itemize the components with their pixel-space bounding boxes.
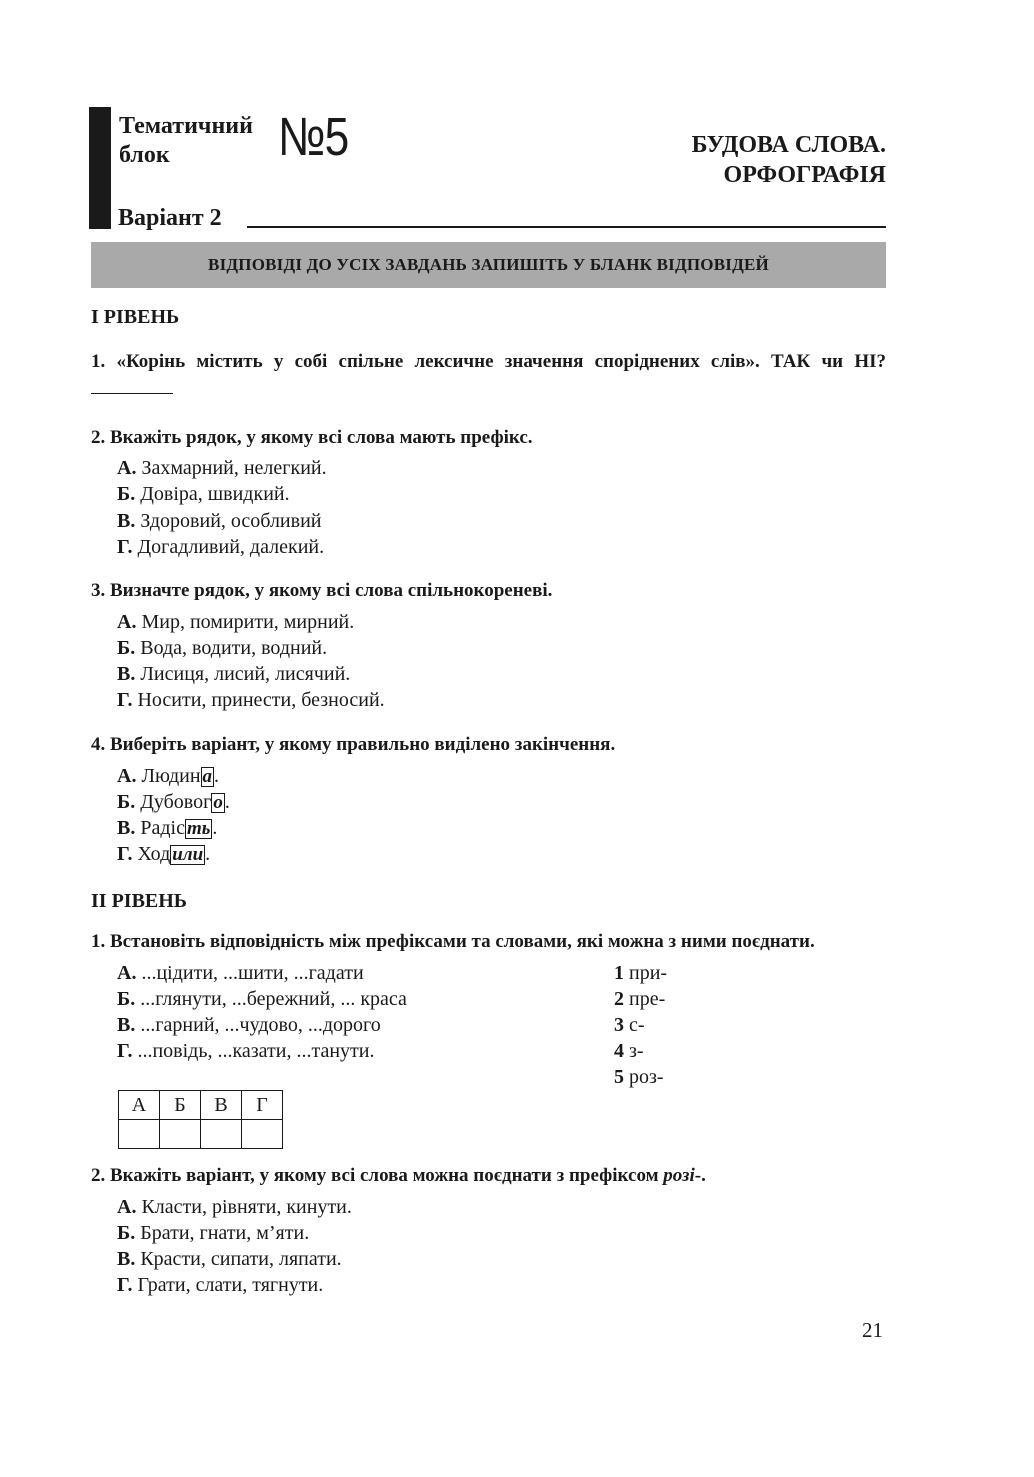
option-1-3-c: В. Лисиця, лисий, лисячий. [117,663,351,685]
grid-header-a: А [119,1091,160,1120]
variant-label: Варіант 2 [118,205,222,231]
block-line2: блок [119,142,170,168]
option-1-3-d: Г. Носити, принести, безносий. [117,689,385,711]
prefix-1: 1 при- [614,962,668,984]
answer-grid [118,1090,283,1149]
question-1-3: 3. Визначте рядок, у якому всі слова спільнокореневі. [91,580,553,601]
ending-box: ть [186,818,211,839]
prefix-italic: розі [663,1165,695,1186]
option-2-2-b: Б. Брати, гнати, м’яти. [117,1222,310,1244]
option-1-2-b: Б. Довіра, швидкий. [117,483,290,505]
section-title [692,130,886,190]
block-line1: Тематичний [119,113,253,139]
question-text: 1. «Корінь містить у собі спільне лексичне значення споріднених слів». ТАК чи НІ? [91,351,886,372]
block-number: №5 [278,107,349,167]
page-number: 21 [862,1318,883,1342]
ending-box: или [172,844,204,865]
option-1-2-c: В. Здоровий, особливий [117,510,322,532]
option-2-1-a: А. ...цідити, ...шити, ...гадати [117,962,364,984]
thematic-block-label [119,112,253,170]
grid-header-c: В [201,1091,242,1120]
level1-title: І РІВЕНЬ [91,306,180,328]
grid-answer-cell[interactable] [201,1120,242,1149]
option-2-1-c: В. ...гарний, ...чудово, ...дорого [117,1014,381,1036]
question-1-1 [91,349,886,402]
grid-answer-cell[interactable] [119,1120,160,1149]
grid-header-b: Б [160,1091,201,1120]
question-1-4: 4. Виберіть варіант, у якому правильно виділено закінчення. [91,734,616,755]
option-1-2-d: Г. Догадливий, далекий. [117,536,325,558]
option-2-2-a: А. Класти, рівняти, кинути. [117,1196,352,1218]
ending-box: о [213,792,223,813]
instructions-banner: ВІДПОВІДІ ДО УСІХ ЗАВДАНЬ ЗАПИШІТЬ У БЛАНК ВІДПОВІДЕЙ [91,242,886,288]
option-1-4-a: А. Людин а . [117,765,220,787]
variant-underline [247,226,886,228]
option-2-1-d: Г. ...повідь, ...казати, ...танути. [117,1040,375,1062]
option-1-2-a: А. Захмарний, нелегкий. [117,457,327,479]
title-line1: БУДОВА СЛОВА. [691,132,886,158]
prefix-5: 5 роз- [614,1066,664,1088]
option-1-4-c: В. Радіс ть . [117,817,218,839]
option-2-2-d: Г. Грати, слати, тягнути. [117,1274,324,1296]
grid-answer-cell[interactable] [242,1120,283,1149]
prefix-2: 2 пре- [614,988,666,1010]
option-2-2-c: В. Красти, сипати, ляпати. [117,1248,342,1270]
option-1-4-b: Б. Дубовог о . [117,791,230,813]
option-1-3-a: А. Мир, помирити, мирний. [117,611,355,633]
option-1-4-d: Г. Ход или . [117,843,211,865]
option-1-3-b: Б. Вода, водити, водний. [117,637,328,659]
answer-blank[interactable] [91,375,173,394]
title-line2: ОРФОГРАФІЯ [723,162,886,188]
question-2-2: 2. Вкажіть варіант, у якому всі слова можна поєднати з префіксом розі-. [91,1165,706,1186]
prefix-4: 4 з- [614,1040,644,1062]
grid-header-d: Г [242,1091,283,1120]
level2-title: ІІ РІВЕНЬ [91,890,188,912]
header-bar [89,107,111,229]
prefix-3: 3 с- [614,1014,645,1036]
question-2-1: 1. Встановіть відповідність між префіксами та словами, які можна з ними поєднати. [91,931,815,952]
ending-box: а [202,766,213,787]
question-1-2: 2. Вкажіть рядок, у якому всі слова мають префікс. [91,427,533,448]
option-2-1-b: Б. ...глянути, ...бережний, ... краса [117,988,407,1010]
grid-answer-cell[interactable] [160,1120,201,1149]
